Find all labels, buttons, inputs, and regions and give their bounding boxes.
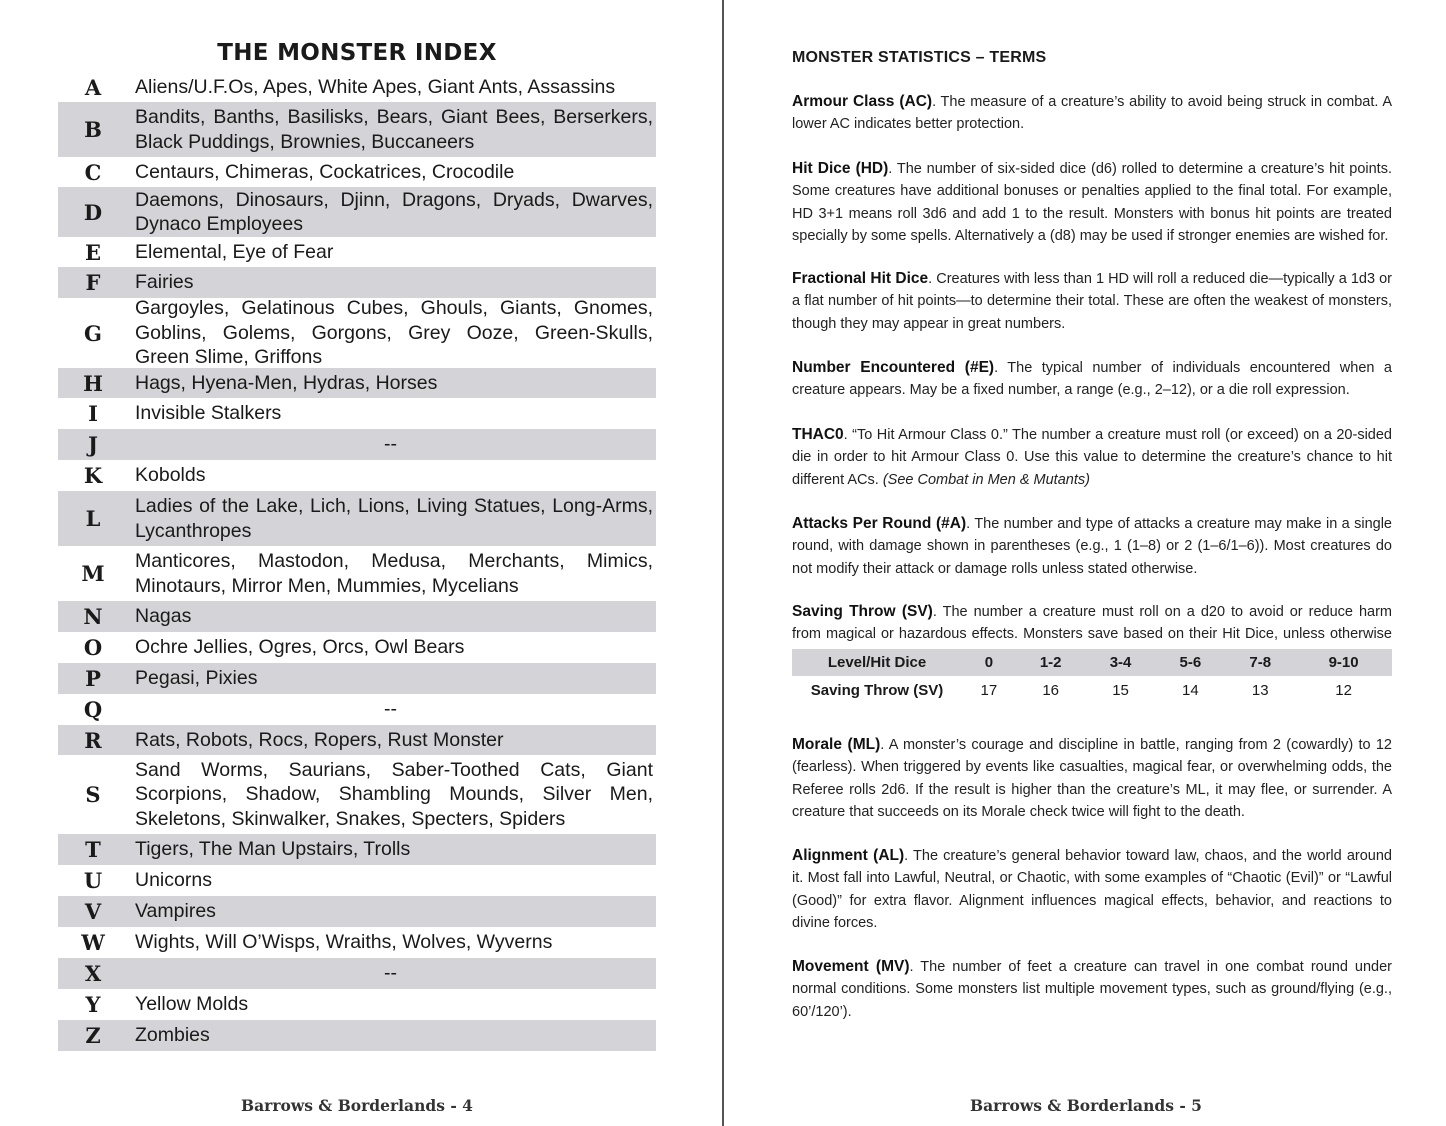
index-row-r [58, 725, 656, 755]
index-letter: U [83, 868, 103, 893]
index-monsters: Unicorns [135, 869, 212, 892]
index-monsters: Pegasi, Pixies [135, 667, 258, 690]
term-body: . The number and type of attacks a creature may make in a single round, with damage shown in parentheses (e.g., 1 (1–8) or 2 (1–6/1–6)). Most creatures do not modify their attack or damage rolls unless stated otherwise. [792, 516, 1392, 577]
index-letter: X [84, 961, 102, 986]
term-hit-dice [792, 158, 1392, 247]
index-row-a [58, 72, 656, 102]
term-body: . The creature’s general behavior toward law, chaos, and the world around it. Most fall into Lawful, Neutral, or Chaotic, with some examples of “Chaotic (Evil)” or “Lawful (Good)” for extra flavor. Alignment influences magical effects, behavior, and reactions to divine forces. [792, 848, 1392, 931]
term-alignment [792, 845, 1392, 934]
table-header-cell: 7-8 [1225, 649, 1295, 676]
term-thac0 [792, 424, 1392, 491]
index-monsters: Invisible Stalkers [135, 402, 282, 425]
index-letter: Z [85, 1023, 101, 1048]
index-letter: H [83, 370, 103, 396]
index-row-e [58, 237, 656, 267]
index-monsters: Ladies of the Lake, Lich, Lions, Living Statues, Long-Arms, Lycanthropes [135, 495, 653, 542]
index-row-b [58, 102, 656, 157]
term-label: Attacks Per Round (#A) [792, 515, 967, 532]
index-monsters: Tigers, The Man Upstairs, Trolls [135, 838, 411, 861]
table-cell: 16 [1042, 681, 1060, 699]
index-letter: O [83, 635, 103, 660]
index-letter: F [85, 270, 101, 295]
index-row-n [58, 601, 656, 632]
terms-heading: MONSTER STATISTICS – TERMS [792, 49, 1047, 66]
term-body: . The number a creature must roll on a d20 to avoid or reduce harm from magical or hazardous effects. Monsters save based on their Hit Dice, unless otherwise [792, 604, 1392, 643]
index-letter: L [85, 506, 101, 531]
index-letter: D [83, 199, 103, 225]
index-row-f [58, 267, 656, 298]
index-monsters: Vampires [135, 900, 216, 923]
index-letter: Q [83, 697, 103, 722]
index-monsters: Ochre Jellies, Ogres, Orcs, Owl Bears [135, 636, 465, 659]
table-header-cell: 3-4 [1086, 649, 1156, 676]
index-row-d [58, 187, 656, 237]
term-morale [792, 734, 1392, 823]
term-attacks-per-round [792, 513, 1392, 580]
index-monsters: Manticores, Mastodon, Medusa, Merchants, Mimics, Minotaurs, Mirror Men, Mummies, Mycelians [135, 550, 653, 597]
table-header-cell: 1-2 [1016, 649, 1086, 676]
index-row-w [58, 927, 656, 958]
index-monsters: Wights, Will O’Wisps, Wraiths, Wolves, Wyverns [135, 931, 553, 954]
index-letter: C [84, 159, 102, 185]
term-label: Morale (ML) [792, 736, 881, 753]
term-label: Alignment (AL) [792, 847, 905, 864]
index-row-o [58, 632, 656, 663]
term-label: Number Encountered (#E) [792, 359, 995, 376]
index-letter: V [84, 899, 102, 924]
index-monsters: Yellow Molds [135, 993, 249, 1016]
index-letter: I [88, 401, 98, 426]
table-cell: 13 [1251, 681, 1269, 699]
index-row-h [58, 368, 656, 398]
index-monsters: Fairies [135, 271, 194, 294]
index-monsters: Daemons, Dinosaurs, Djinn, Dragons, Dryads, Dwarves, Dynaco Employees [135, 188, 653, 235]
index-letter: N [83, 604, 103, 629]
index-monsters: Centaurs, Chimeras, Cockatrices, Crocodile [135, 160, 515, 183]
table-cell: 14 [1182, 681, 1199, 699]
term-label: Saving Throw (SV) [792, 603, 933, 620]
index-monsters: Hags, Hyena-Men, Hydras, Horses [135, 371, 438, 394]
term-label: Hit Dice (HD) [792, 160, 889, 177]
index-row-k [58, 460, 656, 491]
index-row-u [58, 865, 656, 896]
index-row-y [58, 989, 656, 1020]
saving-throw-header-row [792, 649, 1392, 676]
index-monsters: Nagas [135, 605, 192, 628]
index-letter: K [83, 463, 103, 488]
term-body: . Creatures with less than 1 HD will roll a reduced die—typically a 1d3 or a flat number of hit points—to determine their total. These are often the weakest of monsters, though they may appear in great numbers. [792, 271, 1392, 332]
index-letter: A [84, 74, 102, 100]
index-row-i [58, 398, 656, 429]
saving-throw-value-row [792, 676, 1392, 704]
index-monsters: -- [384, 962, 397, 985]
term-fractional-hit-dice [792, 268, 1392, 335]
term-body: . The measure of a creature’s ability to avoid being struck in combat. A lower AC indicates better protection. [792, 94, 1392, 133]
page-divider [722, 0, 724, 1126]
term-movement [792, 956, 1392, 1023]
term-body: . The typical number of individuals encountered when a creature appears. May be a fixed number, a range (e.g., 2–12), or a die roll expression. [792, 360, 1392, 399]
table-header-cell: 9-10 [1295, 649, 1392, 676]
index-monsters: Bandits, Banths, Basilisks, Bears, Giant Bees, Berserkers, Black Puddings, Brownies, Buccaneers [135, 106, 653, 153]
index-row-m [58, 546, 656, 601]
index-monsters: Elemental, Eye of Fear [135, 240, 334, 263]
index-row-l [58, 491, 656, 546]
index-monsters: Gargoyles, Gelatinous Cubes, Ghouls, Giants, Gnomes, Goblins, Golems, Gorgons, Grey Ooze, Green-Skulls, Green Slime, Griffons [135, 297, 653, 369]
index-letter: R [84, 727, 102, 753]
saving-throw-table [792, 649, 1392, 704]
page-title: THE MONSTER INDEX [217, 40, 497, 66]
index-monsters: Kobolds [135, 464, 206, 487]
table-header-cell: Level/Hit Dice [792, 649, 962, 676]
index-row-s [58, 755, 656, 834]
index-row-p [58, 663, 656, 694]
index-row-v [58, 896, 656, 927]
page-footer-left: Barrows & Borderlands - 4 [241, 1096, 473, 1115]
index-letter: B [84, 117, 102, 142]
term-label: Movement (MV) [792, 958, 910, 975]
index-monsters: -- [384, 433, 397, 456]
index-letter: G [84, 320, 102, 346]
index-letter: T [85, 837, 101, 862]
term-body: . “To Hit Armour Class 0.” The number a creature must roll (or exceed) on a 20-sided die in order to hit Armour Class 0. Use this value to determine the creature’s chance to hit different ACs. [792, 427, 1392, 488]
index-letter: J [88, 432, 98, 457]
term-label: THAC0 [792, 426, 844, 443]
index-row-z [58, 1020, 656, 1051]
index-letter: W [81, 930, 105, 955]
table-header-cell: 5-6 [1155, 649, 1225, 676]
term-body: . The number of feet a creature can travel in one combat round under normal conditions. Some monsters list multiple movement types, such as ground/flying (e.g., 60’/120’). [792, 959, 1392, 1020]
page-footer-right: Barrows & Borderlands - 5 [970, 1096, 1202, 1115]
table-cell: 12 [1335, 681, 1352, 699]
term-body: . The number of six-sided dice (d6) rolled to determine a creature’s hit points. Some creatures have additional bonuses or penalties applied to the final total. For example, HD 3+1 means roll 3d6 and add 1 to the result. Monsters with bonus hit points are treated specially by some spells. Alternatively a (d8) may be used if stronger enemies are wished for. [792, 161, 1392, 244]
index-monsters: Sand Worms, Saurians, Saber-Toothed Cats, Giant Scorpions, Shadow, Shambling Mounds, Silver Men, Skeletons, Skinwalker, Snakes, Specters, Spiders [135, 758, 653, 830]
monster-index-table [58, 72, 656, 1051]
term-number-encountered [792, 357, 1392, 402]
index-letter: E [84, 239, 101, 265]
index-monsters: Aliens/U.F.Os, Apes, White Apes, Giant Ants, Assassins [135, 75, 616, 98]
term-label: Fractional Hit Dice [792, 270, 929, 287]
table-cell: Saving Throw (SV) [810, 681, 944, 699]
index-letter: Y [85, 992, 101, 1017]
table-header-cell: 0 [962, 649, 1016, 676]
index-row-c [58, 157, 656, 187]
index-letter: S [85, 782, 101, 807]
term-note: (See Combat in Men & Mutants) [882, 471, 1090, 488]
term-armour-class [792, 91, 1392, 136]
index-letter: P [85, 666, 101, 691]
index-row-t [58, 834, 656, 865]
table-cell: 15 [1112, 681, 1129, 699]
term-label: Armour Class (AC) [792, 93, 933, 110]
term-body: . A monster’s courage and discipline in battle, ranging from 2 (cowardly) to 12 (fearless). When triggered by events like casualties, magical fear, or overwhelming odds, the Referee rolls 2d6. If the result is higher than the creature’s ML, it may flee, or surrender. A creature that succeeds on its Morale check twice will fight to the death. [792, 737, 1392, 820]
index-monsters: Rats, Robots, Rocs, Ropers, Rust Monster [135, 728, 504, 751]
left-page [0, 0, 722, 1126]
index-row-x [58, 958, 656, 989]
table-cell: 17 [980, 681, 998, 699]
index-monsters: -- [384, 698, 397, 721]
index-row-q [58, 694, 656, 725]
index-letter: M [81, 561, 105, 586]
right-page [726, 0, 1446, 1126]
index-row-j [58, 429, 656, 460]
index-row-g [58, 298, 656, 368]
index-monsters: Zombies [135, 1024, 210, 1047]
